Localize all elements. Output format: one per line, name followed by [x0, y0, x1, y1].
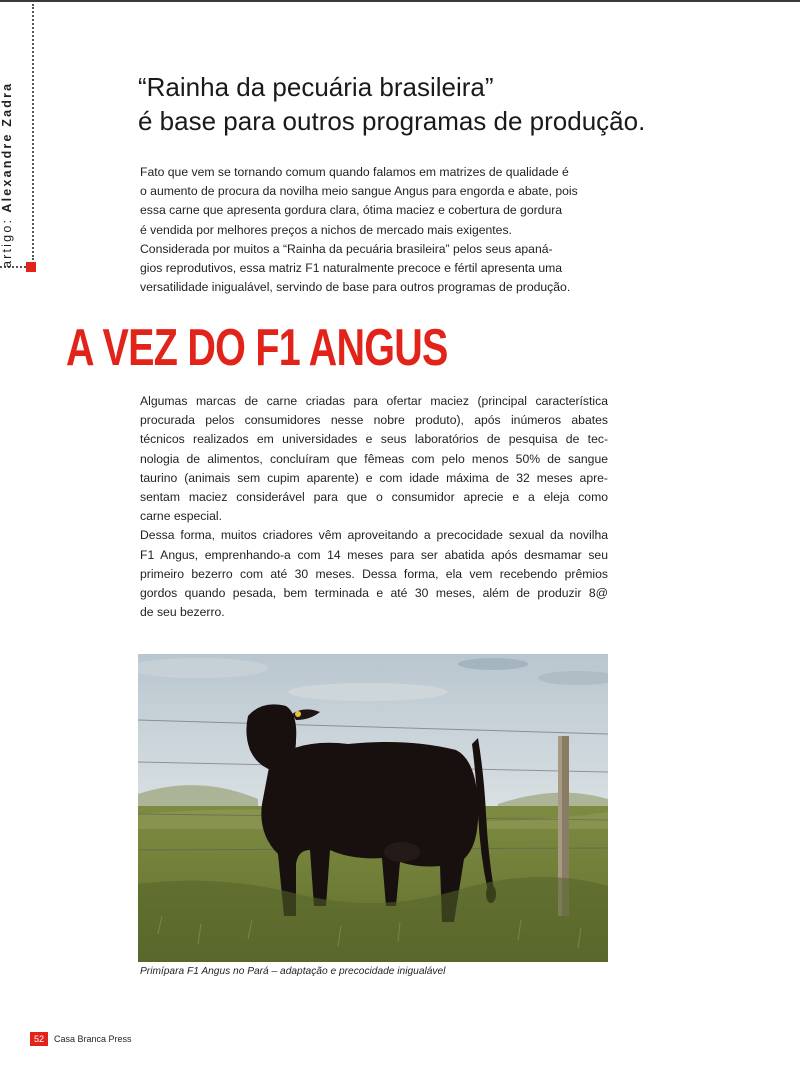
author-label: artigo:: [0, 217, 14, 268]
intro-line: o aumento de procura da novilha meio sangue Angus para engorda e abate, pois: [140, 184, 578, 199]
cow-photo: [138, 654, 608, 962]
page-footer: [30, 1032, 132, 1046]
author-name: Alexandre Zadra: [0, 81, 14, 213]
body-line: gordos quando pesada, bem terminada e até 30 meses, além de produzir 8@: [140, 586, 608, 601]
body-line: de seu bezerro.: [140, 605, 225, 620]
body-line: Algumas marcas de carne criadas para ofertar maciez (principal característica: [140, 394, 608, 408]
body-line: F1 Angus, emprenhando-a com 14 meses para ser abatida após desmamar seu: [140, 547, 608, 562]
headline-line-2: é base para outros programas de produção.: [138, 106, 646, 136]
publication-name: Casa Branca Press: [54, 1034, 132, 1044]
body-line: carne especial.: [140, 509, 222, 524]
article-headline: [138, 70, 778, 138]
body-paragraph: [140, 392, 608, 622]
body-line: sentam maciez considerável para que o consumidor aprecie e a eleja como: [140, 490, 608, 505]
article-author: [0, 62, 22, 268]
body-line: nologia de alimentos, concluíram que fêmeas com pelo menos 50% de sangue: [140, 451, 608, 466]
headline-line-1: “Rainha da pecuária brasileira”: [138, 72, 494, 102]
body-line: Dessa forma, muitos criadores vêm aproveitando a precocidade sexual da novilha: [140, 528, 608, 543]
section-title: A VEZ DO F1 ANGUS: [66, 319, 448, 377]
sidebar-dotted-rule: [32, 4, 34, 260]
body-line: procurada pelos consumidores nesse nobre produto), após inúmeros abates: [140, 413, 608, 428]
body-line: técnicos realizados em universidades e seus laboratórios de pesquisa de tec-: [140, 432, 608, 447]
intro-line: Fato que vem se tornando comum quando falamos em matrizes de qualidade é: [140, 165, 569, 179]
intro-line: Considerada por muitos a “Rainha da pecuária brasileira” pelos seus apaná-: [140, 241, 553, 256]
body-line: taurino (animais sem cupim aparente) e com idade máxima de 32 meses apre-: [140, 470, 608, 485]
intro-line: é vendida por melhores preços a nichos de mercado mais exigentes.: [140, 222, 512, 237]
photo-caption: Primípara F1 Angus no Pará – adaptação e precocidade inigualável: [140, 966, 446, 977]
body-line: primeiro bezerro com até 30 meses. Dessa forma, ela vem recebendo prêmios: [140, 566, 608, 581]
intro-line: versatilidade inigualável, servindo de base para outros programas de produção.: [140, 280, 571, 295]
top-rule: [0, 0, 800, 2]
intro-paragraph: [140, 163, 608, 297]
intro-line: essa carne que apresenta gordura clara, ótima maciez e cobertura de gordura: [140, 203, 563, 218]
cow-illustration: [138, 654, 608, 962]
sidebar-red-marker: [26, 262, 36, 272]
page-number: 52: [30, 1032, 48, 1046]
intro-line: gios reprodutivos, essa matriz F1 naturalmente precoce e fértil apresenta uma: [140, 261, 563, 276]
